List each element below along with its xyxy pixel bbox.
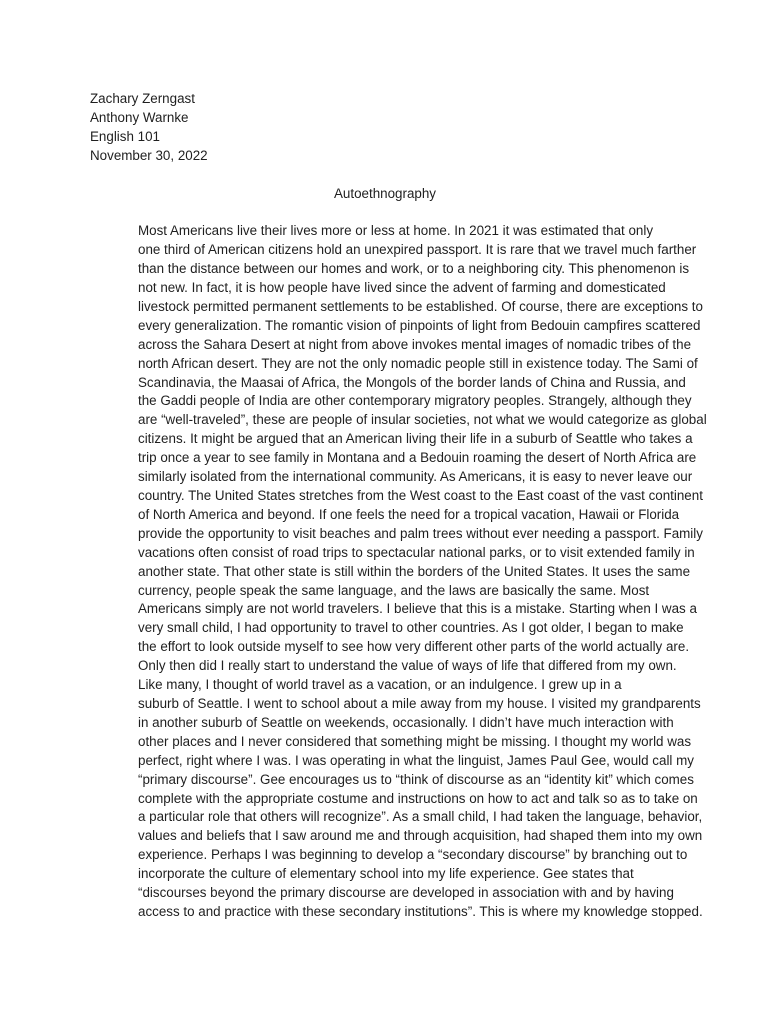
document-title: Autoethnography — [334, 185, 436, 201]
paragraphs — [90, 222, 707, 922]
paragraph-line: “discourses beyond the primary discourse are developed in association with and by having — [138, 885, 674, 901]
paragraph-line: similarly isolated from the international community. As Americans, it is easy to never leave our — [138, 469, 693, 485]
paragraph-line: a particular role that others will recognize”. As a small child, I had taken the language, behavior, — [138, 809, 703, 825]
paragraph-line: every generalization. The romantic vision of pinpoints of light from Bedouin campfires scattered — [138, 317, 701, 333]
paragraph-line: “primary discourse”. Gee encourages us to “think of discourse as an “identity kit” which comes — [138, 771, 694, 787]
course-name: English 101 — [90, 128, 160, 144]
header-block — [90, 90, 680, 166]
paragraph-line: complete with the appropriate costume and instructions on how to act and talk so as to take on — [138, 790, 698, 806]
paragraph-line: very small child, I had opportunity to travel to other countries. As I got older, I began to make — [138, 620, 684, 636]
date: November 30, 2022 — [90, 147, 208, 163]
paragraph-line: livestock permitted permanent settlements to be established. Of course, there are exceptions to — [138, 298, 703, 314]
paragraph-line: citizens. It might be argued that an American living their life in a suburb of Seattle who takes a — [138, 431, 693, 447]
paragraph-line: vacations often consist of road trips to spectacular national parks, or to visit extended family in — [138, 544, 695, 560]
paragraph-line: other places and I never considered that something might be missing. I thought my world was — [138, 733, 692, 749]
paragraph-line: the Gaddi people of India are other contemporary migratory peoples. Strangely, although they — [138, 393, 692, 409]
paragraph-line: the effort to look outside myself to see how very different other parts of the world actually are. — [138, 639, 690, 655]
paragraph-line: than the distance between our homes and work, or to a neighboring city. This phenomenon is — [138, 261, 690, 277]
paragraph-line: Scandinavia, the Maasai of Africa, the Mongols of the border lands of China and Russia, and — [138, 374, 686, 390]
paragraph-line: Only then did I really start to understand the value of ways of life that differed from my own. — [138, 658, 677, 674]
paragraph-line: one third of American citizens hold an unexpired passport. It is rare that we travel much farther — [138, 242, 697, 258]
instructor-name: Anthony Warnke — [90, 109, 189, 125]
paragraph-line: across the Sahara Desert at night from above invokes mental images of nomadic tribes of the — [138, 336, 692, 352]
paragraph — [90, 676, 703, 922]
paragraph-line: are “well-traveled”, these are people of insular societies, not what we would categorize as global — [138, 412, 707, 428]
paragraph-line: not new. In fact, it is how people have lived since the advent of farming and domesticated — [138, 280, 666, 296]
paragraph-line: Like many, I thought of world travel as a vacation, or an indulgence. I grew up in a — [138, 677, 622, 693]
paragraph-line: values and beliefs that I saw around me and through acquisition, had shaped them into my own — [138, 828, 703, 844]
paragraph-line: incorporate the culture of elementary school into my life experience. Gee states that — [138, 866, 634, 882]
author-name: Zachary Zerngast — [90, 91, 195, 106]
paragraph-line: access to and practice with these secondary institutions”. This is where my knowledge stopped. — [138, 903, 703, 919]
paragraph — [90, 222, 707, 676]
paragraph-line: north African desert. They are not the only nomadic people still in existence today. The Sami of — [138, 355, 698, 371]
paragraph-line: another state. That other state is still within the borders of the United States. It uses the same — [138, 563, 691, 579]
document-body — [90, 90, 707, 922]
paragraph-line: in another suburb of Seattle on weekends, occasionally. I didn’t have much interaction with — [138, 714, 674, 730]
paragraph-line: country. The United States stretches from the West coast to the East coast of the vast continent — [138, 488, 703, 503]
paragraph-line: provide the opportunity to visit beaches and palm trees without ever needing a passport. Family — [138, 525, 703, 541]
paragraph-line: experience. Perhaps I was beginning to develop a “secondary discourse” by branching out to — [138, 847, 688, 863]
paragraph-line: Americans simply are not world travelers. I believe that this is a mistake. Starting when I was a — [138, 601, 697, 617]
paragraph-line: suburb of Seattle. I went to school about a mile away from my house. I visited my grandparents — [138, 695, 701, 711]
paragraph-line: currency, people speak the same language, and the laws are basically the same. Most — [138, 582, 650, 598]
paragraph-line: trip once a year to see family in Montana and a Bedouin roaming the desert of North Africa are — [138, 450, 697, 466]
paragraph-line: Most Americans live their lives more or less at home. In 2021 it was estimated that only — [138, 223, 654, 239]
paragraph-line: of North America and beyond. If one feels the need for a tropical vacation, Hawaii or Florida — [138, 506, 680, 522]
paragraph-line: perfect, right where I was. I was operating in what the linguist, James Paul Gee, would call my — [138, 752, 694, 768]
